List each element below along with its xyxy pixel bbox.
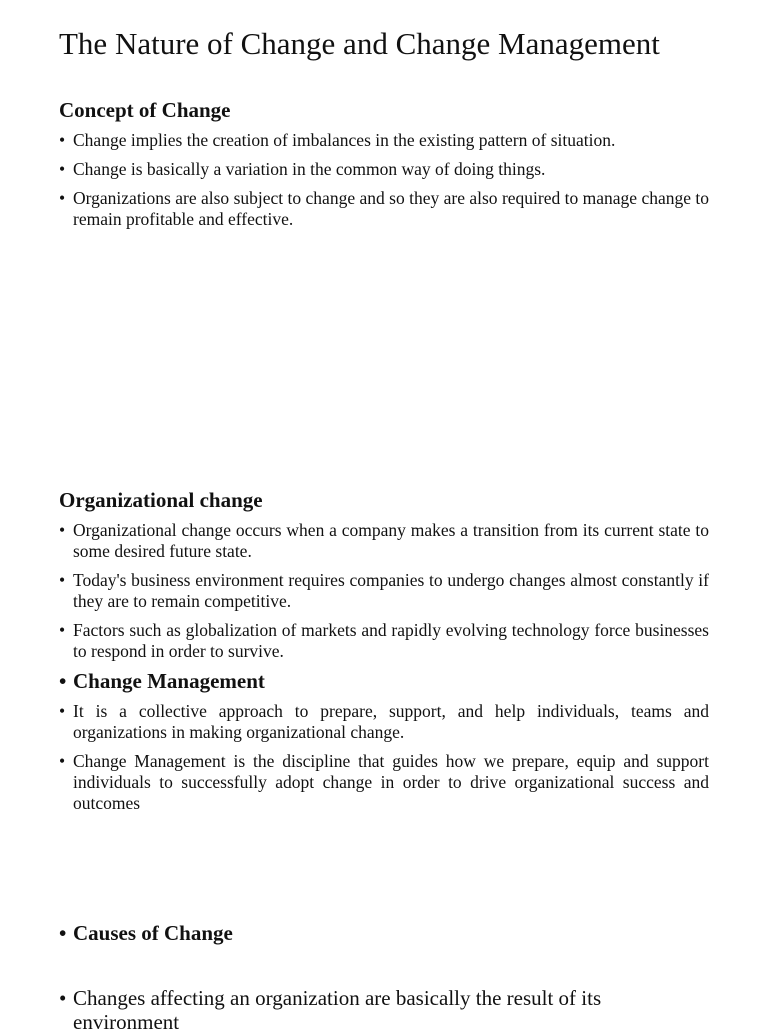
list-item [59, 986, 709, 1034]
page-title: The Nature of Change and Change Management [59, 26, 660, 61]
section-heading-text: Causes of Change [73, 921, 233, 945]
list-item [59, 188, 709, 230]
bullet-icon: • [59, 921, 67, 945]
list-item [59, 620, 709, 662]
section-heading-change-management [59, 668, 709, 694]
organizational-change-list [59, 520, 709, 662]
list-item [59, 751, 709, 814]
list-item-text: Factors such as globalization of markets and rapidly evolving technology force businesses to respond in order to survive. [73, 620, 709, 661]
bullet-icon: • [59, 986, 67, 1010]
bullet-icon: • [59, 188, 66, 208]
section-heading-concept-of-change: Concept of Change [59, 98, 231, 122]
list-item-text: Change Management is the discipline that guides how we prepare, equip and support individuals to successfully adopt change in order to drive organizational success and outcomes [73, 751, 709, 813]
bullet-icon: • [59, 520, 66, 540]
bullet-icon: • [59, 570, 66, 590]
bullet-icon: • [59, 751, 66, 771]
list-item [59, 570, 709, 612]
bullet-icon: • [59, 159, 66, 179]
bullet-icon: • [59, 130, 66, 150]
list-item [59, 159, 709, 180]
list-item [59, 701, 709, 743]
list-item-text: Organizational change occurs when a company makes a transition from its current state to some desired future state. [73, 520, 709, 561]
list-item-text: Organizations are also subject to change and so they are also required to manage change to remain profitable and effective. [73, 188, 709, 229]
bullet-icon: • [59, 620, 66, 640]
section-heading-organizational-change: Organizational change [59, 488, 263, 512]
bullet-icon: • [59, 701, 66, 721]
section-heading-text: Change Management [73, 669, 265, 693]
bullet-icon: • [59, 669, 67, 693]
change-management-list [59, 701, 709, 814]
list-item-text: Change implies the creation of imbalances in the existing pattern of situation. [73, 130, 616, 150]
list-item-text: Today's business environment requires companies to undergo changes almost constantly if they are to remain competitive. [73, 570, 709, 611]
list-item [59, 130, 709, 151]
list-item-text: Change is basically a variation in the common way of doing things. [73, 159, 546, 179]
concept-of-change-list [59, 130, 709, 230]
list-item-text: Changes affecting an organization are basically the result of its environment [73, 986, 602, 1034]
list-item [59, 520, 709, 562]
list-item-text: It is a collective approach to prepare, support, and help individuals, teams and organizations in making organizational change. [73, 701, 709, 742]
section-heading-causes-of-change [59, 920, 709, 946]
